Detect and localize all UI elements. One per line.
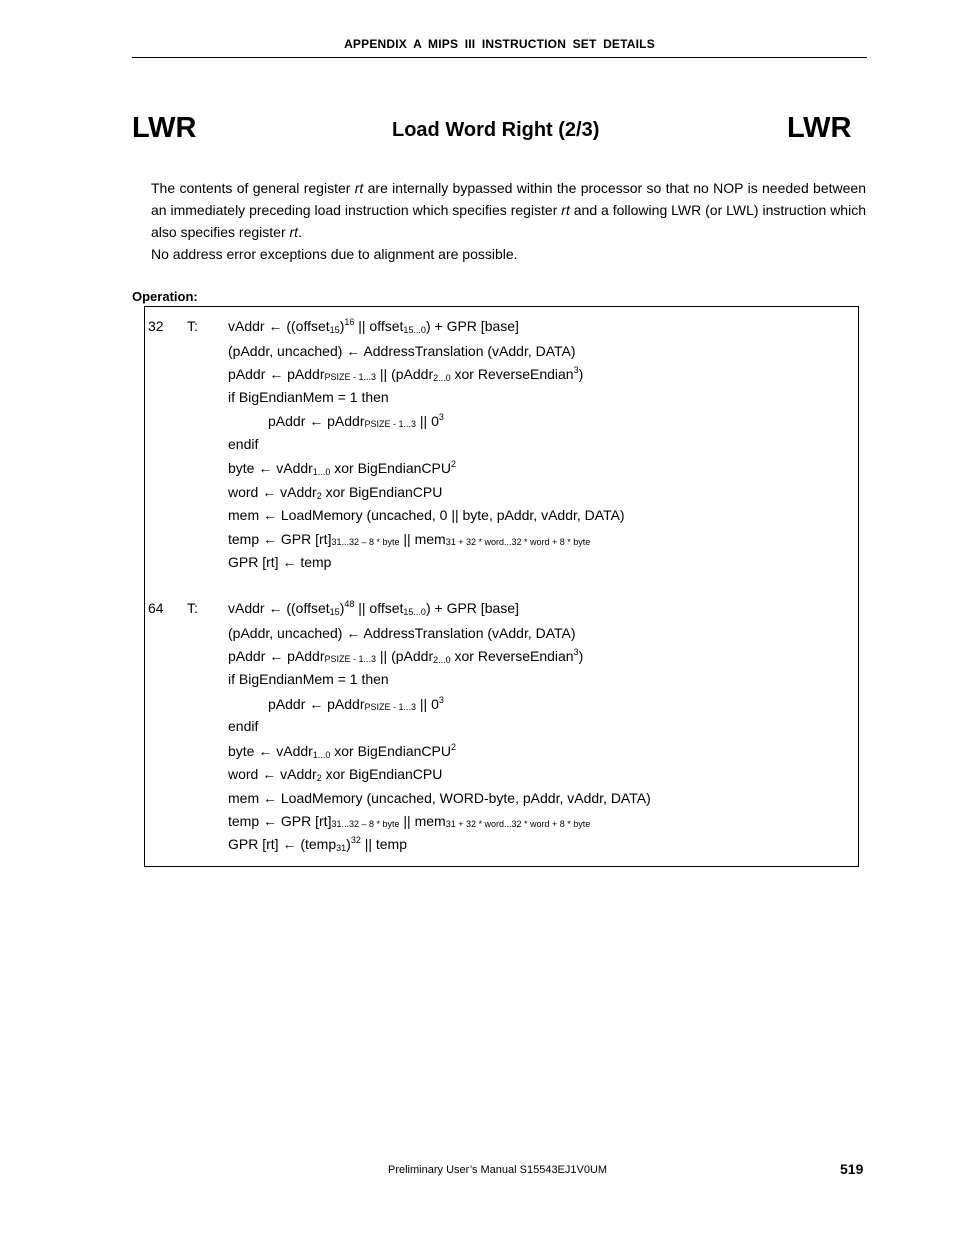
code-line-if: if BigEndianMem = 1 then (228, 671, 389, 687)
running-header: APPENDIX A MIPS III INSTRUCTION SET DETAILS (344, 37, 655, 51)
code-line-gpr: GPR [rt] ← temp (228, 554, 332, 570)
code-line-vaddr: vAddr ← ((offset$_{15}$)$^{16}$ || offset$_{15...0}$) + GPR [base] (228, 317, 519, 335)
code-line-inner-paddr: pAddr ← pAddrPSIZE - 1...3 || $0^3$ (268, 412, 444, 429)
code-line-if: if BigEndianMem = 1 then (228, 389, 389, 405)
header-rule (132, 57, 867, 58)
mnemonic-left: LWR (132, 112, 197, 144)
code-line-mem: mem ← LoadMemory (uncached, 0 || byte, pAddr, vAddr, DATA) (228, 507, 625, 523)
code-line-temp: temp ← GPR [rt]31...32 – 8 * byte || mem31 + 32 * word...32 * word + 8 * byte (228, 813, 591, 829)
mode-bits: 32 (148, 318, 164, 334)
footer-manual: Preliminary User’s Manual S15543EJ1V0UM (388, 1164, 608, 1176)
code-line-paddr: pAddr ← pAddrPSIZE - 1...3 || (pAddr$_{2...0}$ xor ReverseEndian$^3$) (228, 647, 584, 665)
code-line-inner-paddr: pAddr ← pAddrPSIZE - 1...3 || $0^3$ (268, 695, 444, 712)
mnemonic-right: LWR (787, 112, 852, 144)
pipeline-stage: T: (187, 600, 198, 616)
code-line-address-translation: (pAddr, uncached) ← AddressTranslation (vAddr, DATA) (228, 625, 576, 641)
mode-bits: 64 (148, 600, 164, 616)
code-line-endif: endif (228, 718, 259, 734)
code-line-word: word ← vAddr$_2$ xor BigEndianCPU (228, 484, 443, 501)
pipeline-stage: T: (187, 318, 198, 334)
code-line-address-translation: (pAddr, uncached) ← AddressTranslation (vAddr, DATA) (228, 343, 576, 359)
code-line-gpr: GPR [rt] ← (temp$_{31}$)$^{32}$ || temp (228, 835, 408, 853)
operation-label: Operation: (132, 289, 198, 304)
code-line-mem: mem ← LoadMemory (uncached, WORD-byte, pAddr, vAddr, DATA) (228, 790, 651, 806)
description (151, 177, 866, 265)
code-line-byte: byte ← vAddr$_{1...0}$ xor BigEndianCPU$^2$ (228, 459, 456, 477)
code-line-vaddr: vAddr ← ((offset$_{15}$)$^{48}$ || offset$_{15...0}$) + GPR [base] (228, 599, 519, 617)
code-line-word: word ← vAddr$_2$ xor BigEndianCPU (228, 766, 443, 783)
page-number: 519 (840, 1161, 864, 1177)
code-line-endif: endif (228, 436, 259, 452)
operation-box (144, 306, 859, 867)
description-paragraph-2: No address error exceptions due to alignment are possible. (151, 246, 518, 262)
description-paragraph-1: The contents of general register rt are internally bypassed within the processor so that no NOP is needed between an immediately preceding load instruction which specifies register rt and a following LWR (or LWL) instruction which also specifies register rt. (151, 180, 866, 240)
page-title: Load Word Right (2/3) (392, 119, 600, 141)
code-line-temp: temp ← GPR [rt]31...32 – 8 * byte || mem31 + 32 * word...32 * word + 8 * byte (228, 531, 591, 547)
code-line-byte: byte ← vAddr$_{1...0}$ xor BigEndianCPU$^2$ (228, 742, 456, 760)
code-line-paddr: pAddr ← pAddrPSIZE - 1...3 || (pAddr$_{2...0}$ xor ReverseEndian$^3$) (228, 365, 584, 383)
